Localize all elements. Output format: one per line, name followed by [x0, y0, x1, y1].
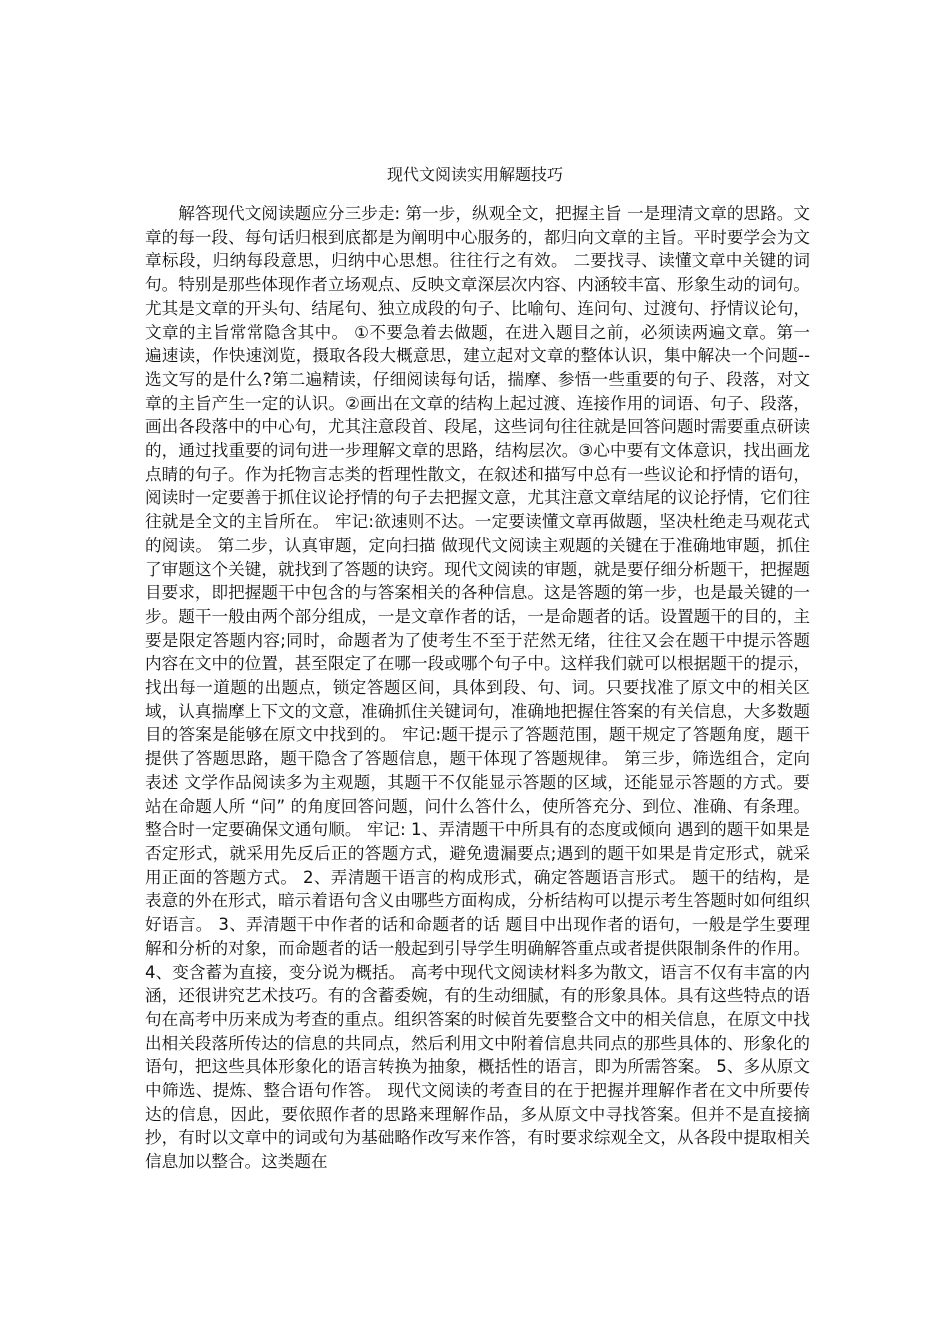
document-title: 现代文阅读实用解题技巧	[386, 165, 563, 184]
document-body: 解答现代文阅读题应分三步走: 第一步，纵观全文，把握主旨 一是理清文章的思路。文章的每一段、每句话归根到底都是为阐明中心服务的，都归向文章的主旨。平时要学会为文章标段，归纳每段意思，归纳中心思想。往往行之有效。 二要找寻、读懂文章中关键的词句。特别是那些体现作者立场观点、反映文章深层次内容、内涵较丰富、形象生动的词句。尤其是文章的开头句、结尾句、独立成段的句子、比喻句、连问句、过渡句、抒情议论句，文章的主旨常常隐含其中。 ①不要急着去做题，在进入题目之前，必须读两遍文章。第一遍速读，作快速浏览，摄取各段大概意思，建立起对文章的整体认识，集中解决一个问题--选文写的是什么?第二遍精读，仔细阅读每句话，揣摩、参悟一些重要的句子、段落，对文章的主旨产生一定的认识。②画出在文章的结构上起过渡、连接作用的词语、句子、段落，画出各段落中的中心句，尤其注意段首、段尾，这些词句往往就是回答问题时需要重点研读的，通过找重要的词句进一步理解文章的思路，结构层次。③心中要有文体意识，找出画龙点睛的句子。作为托物言志类的哲理性散文，在叙述和描写中总有一些议论和抒情的语句，阅读时一定要善于抓住议论抒情的句子去把握文意，尤其注意文章结尾的议论抒情，它们往往就是全文的主旨所在。 牢记:欲速则不达。一定要读懂文章再做题，坚决杜绝走马观花式的阅读。 第二步，认真审题，定向扫描 做现代文阅读主观题的关键在于准确地审题，抓住了审题这个关键，就找到了答题的诀窍。现代文阅读的审题，就是要仔细分析题干，把握题目要求，即把握题干中包含的与答案相关的各种信息。这是答题的第一步，也是最关键的一步。题干一般由两个部分组成，一是文章作者的话，一是命题者的话。设置题干的目的，主要是限定答题内容;同时，命题者为了使考生不至于茫然无绪，往往又会在题干中提示答题内容在文中的位置，甚至限定了在哪一段或哪个句子中。这样我们就可以根据题干的提示，找出每一道题的出题点，锁定答题区间，具体到段、句、词。只要找准了原文中的相关区域，认真揣摩上下文的文意，准确抓住关键词句，准确地把握住答案的有关信息，大多数题目的答案是能够在原文中找到的。 牢记:题干提示了答题范围，题干规定了答题角度，题干提供了答题思路，题干隐含了答题信息，题干体现了答题规律。 第三步，筛选组合，定向表述 文学作品阅读多为主观题，其题干不仅能显示答题的区域，还能显示答题的方式。要站在命题人所 “问” 的角度回答问题，问什么答什么，使所答充分、到位、准确、有条理。整合时一定要确保文通句顺。 牢记: 1、弄清题干中所具有的态度或倾向 遇到的题干如果是否定形式，就采用先反后正的答题方式，避免遗漏要点;遇到的题干如果是肯定形式，就采用正面的答题方式。 2、弄清题干语言的构成形式，确定答题语言形式。 题干的结构，是表意的外在形式，暗示着语句含义由哪些方面构成，分析结构可以提示考生答题时如何组织好语言。 3、弄清题干中作者的话和命题者的话 题目中出现作者的语句，一般是学生要理解和分析的对象，而命题者的话一般起到引导学生明确解答重点或者提供限制条件的作用。 4、变含蓄为直接，变分说为概括。 高考中现代文阅读材料多为散文，语言不仅有丰富的内涵，还很讲究艺术技巧。有的含蓄委婉，有的生动细腻，有的形象具体。具有这些特点的语句在高考中历来成为考查的重点。组织答案的时候首先要整合文中的相关信息，在原文中找出相关段落所传达的信息的共同点，然后利用文中附着信息共同点的那些具体的、形象化的语句，把这些具体形象化的语言转换为抽象，概括性的语言，即为所需答案。 5、多从原文中筛选、提炼、整合语句作答。 现代文阅读的考查目的在于把握并理解作者在文中所要传达的信息，因此，要依照作者的思路来理解作品，多从原文中寻找答案。但并不是直接摘抄，有时以文章中的词或句为基础略作改写来作答，有时要求综观全文，从各段中提取相关信息加以整合。这类题在	[145, 204, 810, 1172]
